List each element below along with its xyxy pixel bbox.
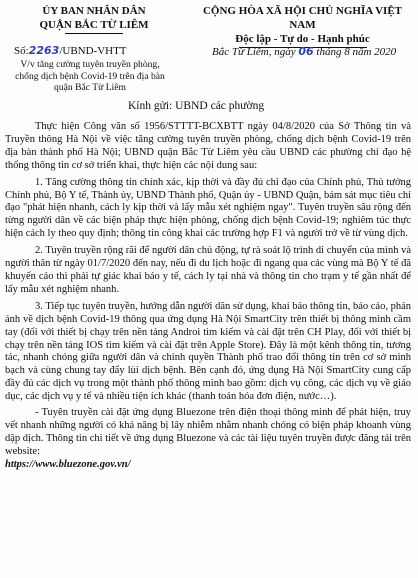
national-motto-header bbox=[190, 4, 415, 48]
bluezone-link[interactable]: https://www.bluezone.gov.vn/ bbox=[5, 458, 131, 470]
document-number bbox=[14, 44, 127, 57]
issue-date-day-handwritten: 06 bbox=[298, 45, 314, 58]
country-name: CỘNG HÒA XÃ HỘI CHỦ NGHĨA VIỆT NAM bbox=[202, 5, 403, 31]
document-number-suffix: /UBND-VHTT bbox=[59, 45, 127, 57]
item-1-paragraph: 1. Tăng cường thông tin chính xác, kịp thời và đầy đủ chỉ đạo của Chính phủ, Thủ tướng Chính phủ, Bộ Y tế, Thành ủy, UBND Thành phố, Quận ủy - UBND Quận, bám sát mục tiêu chỉ đạo "phát hiện nhanh, cách ly kịp thời và lấy mẫu xét nghiệm ngay". Tuyên truyền sâu rộng đến từng người dân về các biện pháp thực hiện phòng, chống dịch bệnh Covid-19; nghiêm túc thực hiện cách ly theo quy định; thông tin công khai các trường hợp F1 và người trở về từ vùng dịch. bbox=[5, 176, 411, 240]
item-3-paragraph: 3. Tiếp tục tuyên truyền, hướng dẫn người dân sử dụng, khai báo thông tin, báo cáo, phản ánh về dịch bệnh Covid-19 thông qua ứng dụng Hà Nội SmartCity trên thiết bị thông minh cầm tay (đối với thiết bị chạy trên nền tảng Androi tìm kiếm và cài đặt trên CH Play, đối với thiết bị chạy trên nền tảng IOS tìm kiếm và cài đặt trên Apple Store). Đây là một kênh thông tin, tương tác, nhanh chóng giữa người dân và chính quyền Thành phố trao đổi thông tin trên cơ sở minh bạch và cùng chung tay đẩy lùi dịch bệnh. Bên cạnh đó, ứng dụng Hà Nội SmartCity cung cấp đầy đủ các dịch vụ trong một thành phố thông minh bao gồm: dịch vụ công, các dịch vụ về giáo dục, các dịch vụ y tế và nhiều tiện ích khác (thanh toán hóa đơn điện, nước…). bbox=[5, 300, 411, 403]
document-number-prefix: Số: bbox=[14, 45, 29, 57]
motto: Độc lập - Tự do - Hạnh phúc bbox=[235, 33, 370, 45]
issuing-authority-header bbox=[10, 4, 178, 34]
header-underline bbox=[65, 33, 123, 34]
issuing-authority-line2: QUẬN BẮC TỪ LIÊM bbox=[39, 19, 149, 31]
recipient-line: Kính gửi: UBND các phường bbox=[128, 100, 265, 112]
item-2-paragraph: 2. Tuyên truyền rộng rãi để người dân chủ động, tự rà soát lộ trình di chuyển của mình và người thân từ ngày 01/7/2020 đến nay, nếu đi du lịch hoặc đi ngang qua các vùng mà Bộ Y tế đã khuyến cáo thì phải tự giác khai báo y tế, cách ly tại nhà và thông tin cho trạm y tế gần nhất để lấy mẫu xét nghiệm nhanh. bbox=[5, 245, 411, 295]
document-subject: V/v tăng cường tuyên truyền phòng, chống dịch bệnh Covid-19 trên địa bàn quận Bắc Từ Liêm bbox=[15, 59, 165, 93]
issue-date-prefix: Bắc Từ Liêm, ngày bbox=[212, 46, 299, 58]
issue-date bbox=[212, 45, 396, 58]
document-number-handwritten: 2263 bbox=[28, 44, 60, 57]
item-4-paragraph bbox=[5, 407, 411, 472]
issue-date-suffix: tháng 8 năm 2020 bbox=[313, 46, 397, 58]
issuing-authority-line1: ỦY BAN NHÂN DÂN bbox=[42, 5, 146, 17]
intro-paragraph: Thực hiện Công văn số 1956/STTTT-BCXBTT ngày 04/8/2020 của Sở Thông tin và Truyền thông Hà Nội về việc tăng cường tuyên truyền phòng, chống dịch bệnh Covid-19 trên địa bàn thành phố Hà Nội; UBND quận Bắc Từ Liêm yêu cầu UBND các phường chỉ đạo hệ thống thông tin cơ sở triển khai, thực hiện các nội dung sau: bbox=[5, 121, 411, 171]
document-body bbox=[5, 121, 411, 475]
item-4-text: - Tuyên truyền cài đặt ứng dụng Bluezone trên điện thoại thông minh để phát hiện, truy vết nhanh những người có khả năng bị lây nhiễm nhằm nhanh chóng có biện pháp khoanh vùng dập dịch. Thông tin chi tiết về ứng dụng Bluezone và các tài liệu tuyên truyền được đăng tải trên website: bbox=[5, 407, 411, 457]
